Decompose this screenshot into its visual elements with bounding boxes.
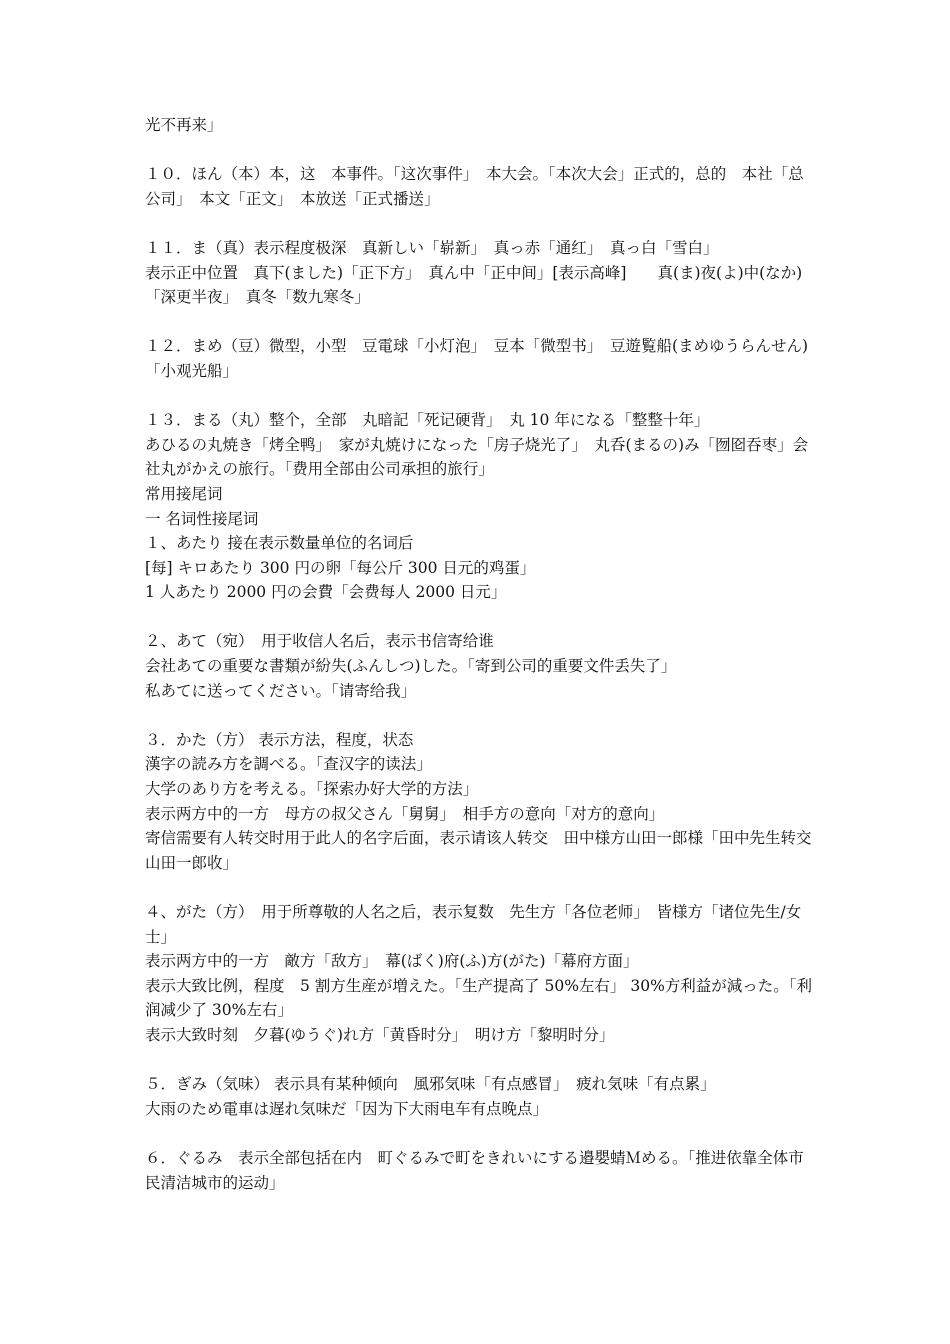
text-line: ４、がた（方） 用于所尊敬的人名之后，表示复数 先生方「各位老师」 皆様方「诸位先生/女士」	[145, 903, 802, 946]
text-line: 大雨のため電車は遅れ気味だ「因为下大雨电车有点晚点」	[145, 1099, 549, 1118]
text-line: [每] キロあたり 300 円の卵「每公斤 300 日元的鸡蛋」	[145, 558, 536, 577]
text-line: 表示两方中的一方 母方の叔父さん「舅舅」 相手方の意向「对方的意向」	[145, 804, 665, 823]
blank-line	[145, 138, 813, 163]
text-line: １３．まる（丸）整个，全部 丸暗記「死记硬背」 丸 10 年になる「整整十年」	[145, 411, 710, 430]
subsection-heading: 一 名词性接尾词	[145, 509, 259, 528]
text-line: 私あてに送ってください。「请寄给我」	[145, 681, 417, 700]
text-line: １０．ほん（本）本，这 本事件。「这次事件」 本大会。「本次大会」正式的，总的 本社「总公司」 本文「正文」 本放送「正式播送」	[145, 165, 804, 208]
blank-line	[145, 703, 813, 728]
text-line: 表示两方中的一方 敵方「敌方」 幕(ばく)府(ふ)方(がた)「幕府方面」	[145, 952, 639, 971]
section-heading: 常用接尾词	[145, 484, 223, 503]
text-line: 光不再来」	[145, 116, 223, 134]
text-line: 寄信需要有人转交时用于此人的名字后面，表示请该人转交 田中様方山田一郎様「田中先生转交山田一郎收」	[145, 829, 812, 872]
text-line: 表示正中位置 真下(ました)「正下方」 真ん中「正中间」[表示高峰] 真(ま)夜(よ)中(なか)「深更半夜」 真冬「数九寒冬」	[145, 263, 803, 307]
text-line: 表示大致比例，程度 5 割方生産が増えた。「生产提高了 50%左右」 30%方利益が減った。「利润减少了 30%左右」	[145, 976, 813, 1020]
text-line: あひるの丸焼き「烤全鸭」 家が丸焼けになった「房子烧光了」 丸呑(まるの)み「囫囵吞枣」会社丸がかえの旅行。「费用全部由公司承担的旅行」	[145, 435, 809, 479]
blank-line	[145, 310, 813, 335]
text-line: 大学のあり方を考える。「探索办好大学的方法」	[145, 780, 479, 799]
text-line: 漢字の読み方を調べる。「查汉字的读法」	[145, 755, 432, 774]
blank-line	[145, 1048, 813, 1073]
text-line: 1 人あたり 2000 円の会費「会费每人 2000 日元」	[145, 583, 507, 602]
text-line: １２．まめ（豆）微型，小型 豆電球「小灯泡」 豆本「微型书」 豆遊覧船(まめゆうらんせん)「小观光船」	[145, 337, 809, 380]
text-line: ３．かた（方） 表示方法，程度，状态	[145, 730, 414, 749]
text-line: ６．ぐるみ 表示全部包括在内 町ぐるみで町をきれいにする邉嬰蜻Ｍめる。「推进依靠全体市民清洁城市的运动」	[145, 1148, 804, 1192]
text-line: ２、あて（宛） 用于收信人名后，表示书信寄给谁	[145, 632, 494, 651]
blank-line	[145, 605, 813, 630]
text-line: １、あたり 接在表示数量单位的名词后	[145, 534, 414, 553]
text-line: 会社あての重要な書類が紛失(ふんしつ)した。「寄到公司的重要文件丢失了」	[145, 657, 677, 676]
text-line: ５．ぎみ（気味） 表示具有某种倾向 風邪気味「有点感冒」 疲れ気味「有点累」	[145, 1075, 716, 1094]
text-line: 表示大致时刻 夕暮(ゆうぐ)れ方「黄昏时分」 明け方「黎明时分」	[145, 1025, 615, 1044]
blank-line	[145, 875, 813, 900]
document-body	[145, 113, 813, 1195]
blank-line	[145, 211, 813, 236]
blank-line	[145, 384, 813, 409]
blank-line	[145, 1121, 813, 1146]
text-line: １１．ま（真）表示程度极深 真新しい「崭新」 真っ赤「通红」 真っ白「雪白」	[145, 238, 719, 257]
